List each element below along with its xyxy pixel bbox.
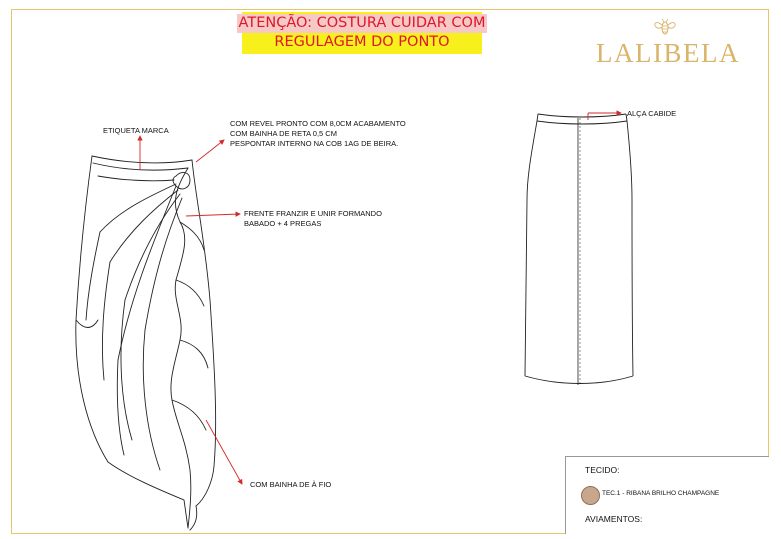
tecido-label: TECIDO: <box>585 465 620 475</box>
arrow-bainha <box>206 420 242 484</box>
back-skirt-sketch <box>525 114 633 385</box>
banner-line-2: REGULAGEM DO PONTO <box>274 34 450 50</box>
aviamentos-label: AVIAMENTOS: <box>585 514 643 524</box>
front-skirt-sketch <box>76 156 216 530</box>
label-etiqueta: ETIQUETA MARCA <box>103 126 169 135</box>
label-frente-2: BABADO + 4 PREGAS <box>244 219 322 228</box>
arrow-frente <box>186 214 240 216</box>
label-frente-1: FRENTE FRANZIR E UNIR FORMANDO <box>244 209 382 218</box>
label-revel-2: COM BAINHA DE RETA 0,5 CM <box>230 129 337 138</box>
label-revel-1: COM REVEL PRONTO COM 8,0CM ACABAMENTO <box>230 119 406 128</box>
spec-box <box>565 456 769 534</box>
banner-line-1: ATENÇÃO: COSTURA CUIDAR COM <box>238 15 486 31</box>
label-bainha: COM BAINHA DE À FIO <box>250 480 332 489</box>
label-revel-3: PESPONTAR INTERNO NA COB 1AG DE BEIRA. <box>230 139 399 148</box>
brand-logo: LALIBELA <box>596 38 740 68</box>
arrow-revel <box>196 140 224 162</box>
callout-arrows <box>140 113 621 484</box>
label-alca: ALÇA CABIDE <box>627 109 677 118</box>
fabric-swatch <box>581 486 600 505</box>
tecido-1: TEC.1 - RIBANA BRILHO CHAMPAGNE <box>602 490 720 497</box>
